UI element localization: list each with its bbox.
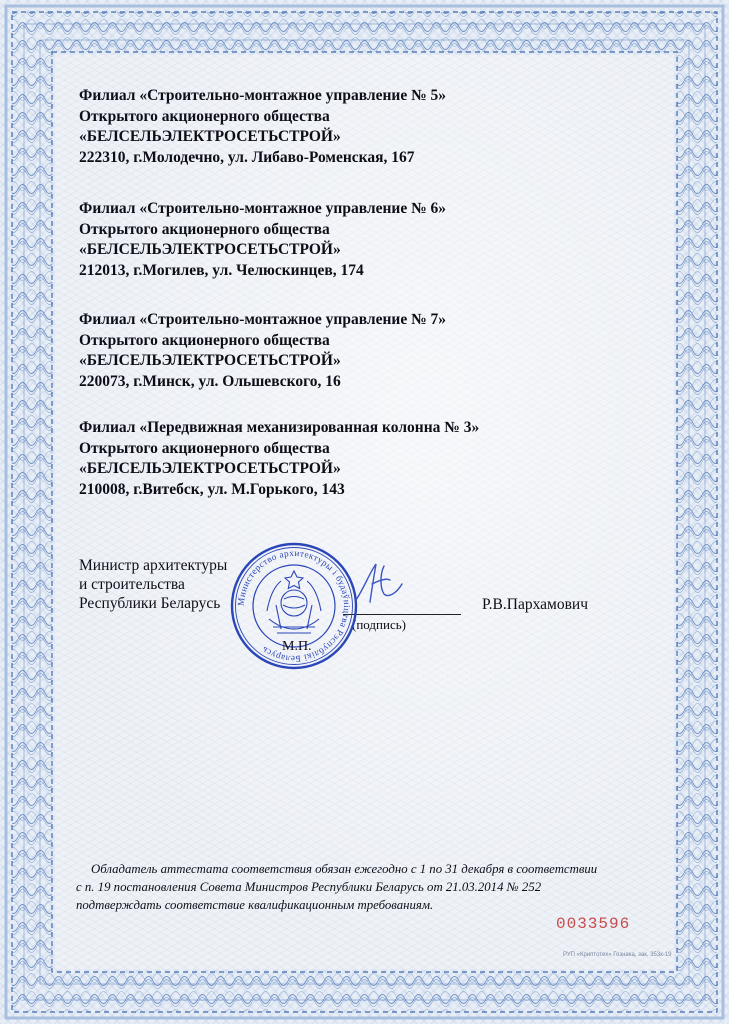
branch-org-line: Открытого акционерного общества: [79, 107, 330, 125]
serial-number: 0033596: [556, 915, 631, 933]
branch-name: Филиал «Строительно-монтажное управление № 7»: [79, 311, 447, 328]
holder-obligation-note: [76, 860, 636, 914]
branch-org-line: Открытого акционерного общества: [79, 220, 330, 238]
document-body-background: [55, 55, 674, 969]
branch-company: «БЕЛСЕЛЬЭЛЕКТРОСЕТЬСТРОЙ»: [79, 128, 341, 145]
signatory-title-line: Республики Беларусь: [79, 595, 221, 612]
branch-address: 212013, г.Могилев, ул. Челюскинцев, 174: [79, 261, 364, 279]
branch-company: «БЕЛСЕЛЬЭЛЕКТРОСЕТЬСТРОЙ»: [79, 241, 341, 258]
handwritten-signature: [350, 558, 410, 608]
signatory-name: Р.В.Пархамович: [482, 596, 588, 613]
seal-ring-text: Министерство архитектуры і будаўніцтва Рэспублікі Беларусь: [235, 547, 353, 665]
branch-company: «БЕЛСЕЛЬЭЛЕКТРОСЕТЬСТРОЙ»: [79, 460, 341, 477]
signatory-title-line: и строительства: [79, 576, 185, 593]
note-line: подтверждать соответствие квалификационным требованиям.: [76, 898, 434, 912]
note-line: с п. 19 постановления Совета Министров Республики Беларусь от 21.03.2014 № 252: [76, 880, 542, 894]
branch-address: 220073, г.Минск, ул. Ольшевского, 16: [79, 372, 341, 390]
signatory-title: [79, 556, 227, 613]
note-line: Обладатель аттестата соответствия обязан ежегодно с 1 по 31 декабря в соответствии: [91, 862, 598, 876]
seal-place-mark: М.П.: [282, 639, 312, 654]
signature-line: [343, 614, 461, 615]
branch-name: Филиал «Строительно-монтажное управление № 6»: [79, 200, 447, 217]
branch-company: «БЕЛСЕЛЬЭЛЕКТРОСЕТЬСТРОЙ»: [79, 352, 341, 369]
branch-address: 222310, г.Молодечно, ул. Либаво-Роменская, 167: [79, 148, 415, 166]
branch-block-4: [79, 418, 479, 500]
branch-org-line: Открытого акционерного общества: [79, 331, 330, 349]
branch-name: Филиал «Передвижная механизированная колонна № 3»: [79, 419, 480, 436]
signatory-title-line: Министр архитектуры: [79, 557, 228, 574]
branch-name: Филиал «Строительно-монтажное управление № 5»: [79, 87, 447, 104]
printer-mark: РУП «Криптотех» Гознака, зак. 353к-19: [563, 952, 672, 958]
branch-block-2: [79, 199, 446, 281]
state-emblem-icon: [267, 571, 321, 633]
branch-org-line: Открытого акционерного общества: [79, 439, 330, 457]
signature-label: (подпись): [352, 617, 406, 632]
branch-address: 210008, г.Витебск, ул. М.Горького, 143: [79, 480, 345, 498]
branch-block-3: [79, 310, 446, 392]
branch-block-1: [79, 86, 446, 168]
